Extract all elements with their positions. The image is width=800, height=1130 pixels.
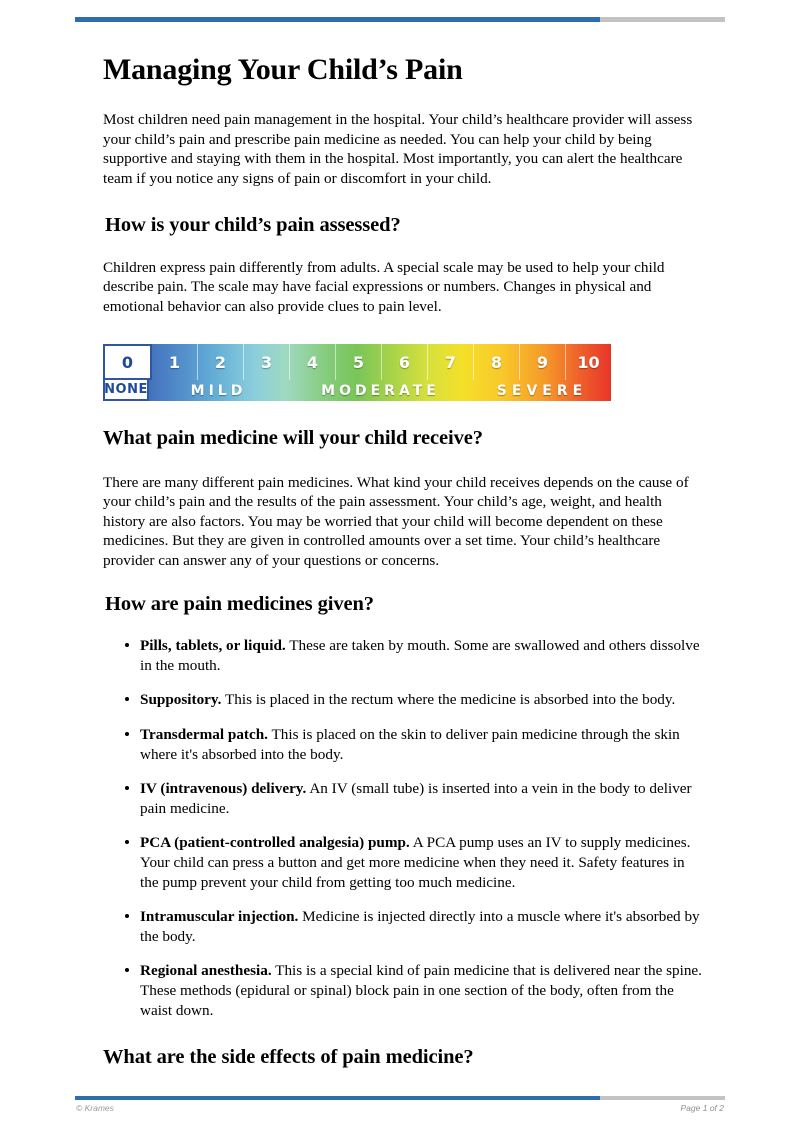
pain-scale-band-none: NONE: [103, 380, 149, 401]
bullet-dot-icon: [125, 643, 129, 647]
list-item-term: Regional anesthesia.: [140, 962, 272, 980]
list-item: [103, 907, 703, 946]
section-heading-which-medicine: What pain medicine will your child receive?: [103, 427, 483, 450]
footer-copyright: © Krames: [76, 1103, 114, 1113]
list-item-text: Medicine is injected directly into a muscle where it's absorbed by the body.: [140, 908, 700, 945]
section-heading-how-given: How are pain medicines given?: [105, 592, 374, 615]
list-item: [103, 725, 703, 764]
pain-scale-number-6: 6: [382, 344, 428, 380]
bullet-dot-icon: [125, 914, 129, 918]
list-item-text: This is placed in the rectum where the medicine is absorbed into the body.: [221, 691, 676, 709]
pain-scale-number-0: 0: [103, 344, 152, 380]
list-item: [103, 779, 703, 818]
bullet-dot-icon: [125, 786, 129, 790]
pain-scale-number-1: 1: [152, 344, 198, 380]
medicine-delivery-list: [103, 636, 703, 1020]
list-item-term: Pills, tablets, or liquid.: [140, 637, 286, 655]
pain-scale-number-10: 10: [577, 352, 600, 372]
bullet-dot-icon: [125, 697, 129, 701]
section-heading-pain-assessed: How is your child’s pain assessed?: [105, 214, 401, 237]
pain-scale-number-2: 2: [198, 344, 244, 380]
list-item-text: This is a special kind of pain medicine that is delivered near the spine. These methods (epidural or spinal) block pain in one section of the body, often from the waist down.: [140, 962, 702, 1019]
pain-scale-number-8: 8: [474, 344, 520, 380]
pain-scale-number-4: 4: [290, 344, 336, 380]
pain-scale-band-mild: MILD: [190, 382, 247, 399]
list-item-term: Suppository.: [140, 691, 222, 709]
list-item-term: Transdermal patch.: [140, 725, 268, 743]
section-heading-side-effects: What are the side effects of pain medicine?: [103, 1046, 474, 1069]
list-item: [103, 961, 703, 1020]
header-rule-blue-segment: [75, 17, 600, 22]
pain-scale-numbers: [103, 344, 611, 380]
footer-rule-blue-segment: [75, 1096, 600, 1100]
list-item-text: An IV (small tube) is inserted into a vein in the body to deliver pain medicine.: [140, 780, 692, 817]
list-item-text: This is placed on the skin to deliver pain medicine through the skin where it's absorbed into the body.: [140, 725, 680, 763]
pain-scale-band-moderate: MODERATE: [321, 382, 440, 399]
footer-rule: [75, 1096, 725, 1100]
pain-scale-graphic: [103, 344, 611, 401]
pain-scale-number-7: 7: [428, 344, 474, 380]
bullet-dot-icon: [125, 732, 129, 736]
list-item-text: A PCA pump uses an IV to supply medicines. Your child can press a button and get more medicine when they need it. Safety features in the pump prevent your child from getting too much medicine.: [140, 834, 691, 891]
list-item-term: Intramuscular injection.: [140, 908, 299, 926]
pain-scale-band-severe: SEVERE: [496, 382, 588, 399]
pain-scale-number-3: 3: [244, 344, 290, 380]
page-title: Managing Your Child’s Pain: [103, 53, 463, 86]
document-content: [103, 110, 703, 1070]
header-rule: [75, 17, 725, 22]
section-body-which-medicine: There are many different pain medicines. What kind your child receives depends on the cause of your child’s pain and the results of the pain assessment. Your child’s age, weight, and health history are also factors. You may be worried that your child will become dependent on these medicines. But they are given in controlled amounts over a set time. Your child’s healthcare provider can answer any of your questions or concerns.: [103, 473, 689, 569]
list-item-text: These are taken by mouth. Some are swallowed and others dissolve in the mouth.: [140, 637, 700, 674]
pain-scale-number-5: 5: [336, 344, 382, 380]
pain-scale-bands: [103, 380, 611, 401]
intro-paragraph: Most children need pain management in the hospital. Your child’s healthcare provider will assess your child’s pain and prescribe pain medicine as needed. You can help your child by being supportive and staying with them in the hospital. Most importantly, you can alert the healthcare team if you notice any signs of pain or discomfort in your child.: [103, 111, 693, 187]
list-item-term: PCA (patient-controlled analgesia) pump.: [140, 834, 410, 852]
bullet-dot-icon: [125, 840, 129, 844]
bullet-dot-icon: [125, 968, 129, 972]
section-body-pain-assessed: Children express pain differently from adults. A special scale may be used to help your child describe pain. The scale may have facial expressions or numbers. Changes in physical and emotional behavior can also provide clues to pain level.: [103, 258, 665, 315]
pain-scale: [103, 344, 611, 401]
list-item: [103, 636, 703, 675]
footer-page-number: Page 1 of 2: [680, 1103, 724, 1113]
pain-scale-number-9: 9: [520, 344, 566, 380]
list-item: [103, 690, 703, 710]
list-item-term: IV (intravenous) delivery.: [140, 780, 307, 798]
list-item: [103, 833, 703, 892]
